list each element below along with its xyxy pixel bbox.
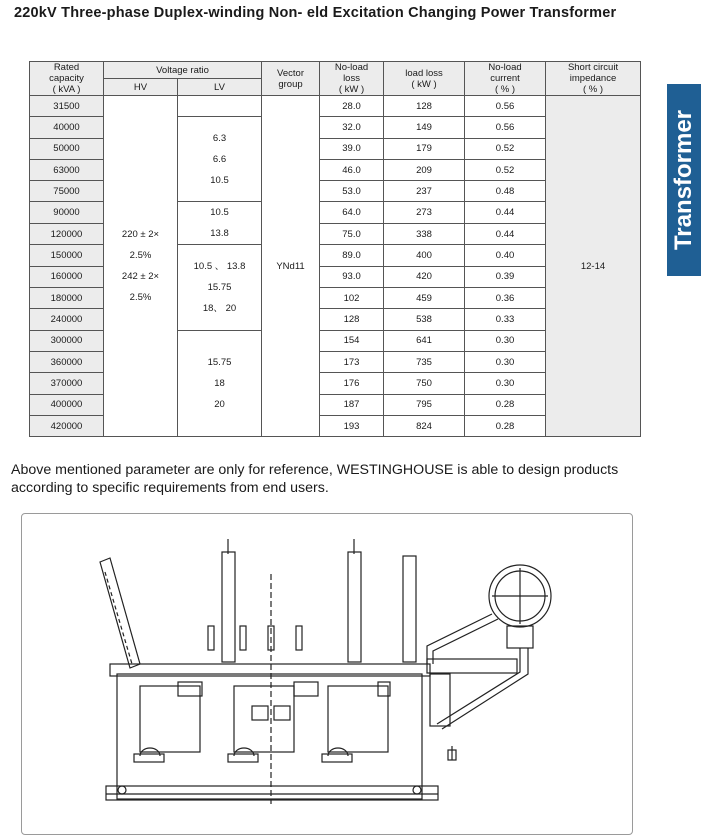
no-load-loss-cell: 89.0: [320, 245, 384, 266]
transformer-drawing: [21, 513, 633, 835]
no-load-current-cell: 0.48: [465, 181, 546, 202]
header-vector-group: Vector group: [262, 62, 320, 96]
header-no-load-current: No-load current ( % ): [465, 62, 546, 96]
no-load-current-cell: 0.40: [465, 245, 546, 266]
load-loss-cell: 128: [384, 96, 465, 117]
load-loss-cell: 209: [384, 159, 465, 180]
lv-voltage-cell: 6.3 6.6 10.5: [178, 117, 262, 202]
no-load-current-cell: 0.52: [465, 138, 546, 159]
lv-voltage-cell: 15.75 18 20: [178, 330, 262, 436]
reference-note: Above mentioned parameter are only for reference, WESTINGHOUSE is able to design products according to specific requirements from end users.: [11, 462, 619, 496]
capacity-cell: 180000: [30, 288, 104, 309]
header-hv: HV: [104, 79, 178, 96]
header-voltage-ratio: Voltage ratio: [104, 62, 262, 79]
load-loss-cell: 338: [384, 223, 465, 245]
no-load-loss-cell: 154: [320, 330, 384, 351]
impedance-cell: 12-14: [546, 96, 641, 437]
no-load-current-cell: 0.52: [465, 159, 546, 180]
load-loss-cell: 179: [384, 138, 465, 159]
no-load-current-cell: 0.39: [465, 266, 546, 287]
no-load-loss-cell: 64.0: [320, 202, 384, 224]
lv-voltage-cell: [178, 96, 262, 117]
no-load-loss-cell: 187: [320, 394, 384, 415]
table-row: [30, 96, 641, 117]
no-load-current-cell: 0.30: [465, 373, 546, 394]
capacity-cell: 40000: [30, 117, 104, 138]
no-load-loss-cell: 93.0: [320, 266, 384, 287]
no-load-loss-cell: 75.0: [320, 223, 384, 245]
section-tab-label: Transformer: [670, 109, 697, 251]
no-load-current-cell: 0.44: [465, 202, 546, 224]
load-loss-cell: 237: [384, 181, 465, 202]
load-loss-cell: 420: [384, 266, 465, 287]
no-load-current-cell: 0.30: [465, 330, 546, 351]
spec-table-wrapper: [29, 61, 641, 437]
no-load-current-cell: 0.33: [465, 309, 546, 330]
capacity-cell: 240000: [30, 309, 104, 330]
capacity-cell: 360000: [30, 351, 104, 372]
no-load-current-cell: 0.36: [465, 288, 546, 309]
capacity-cell: 300000: [30, 330, 104, 351]
vector-group-cell: YNd11: [262, 96, 320, 437]
no-load-current-cell: 0.30: [465, 351, 546, 372]
no-load-loss-cell: 46.0: [320, 159, 384, 180]
capacity-cell: 75000: [30, 181, 104, 202]
capacity-cell: 420000: [30, 415, 104, 436]
load-loss-cell: 149: [384, 117, 465, 138]
capacity-cell: 160000: [30, 266, 104, 287]
no-load-current-cell: 0.44: [465, 223, 546, 245]
no-load-loss-cell: 176: [320, 373, 384, 394]
load-loss-cell: 750: [384, 373, 465, 394]
no-load-loss-cell: 39.0: [320, 138, 384, 159]
load-loss-cell: 273: [384, 202, 465, 224]
load-loss-cell: 641: [384, 330, 465, 351]
capacity-cell: 400000: [30, 394, 104, 415]
no-load-loss-cell: 53.0: [320, 181, 384, 202]
load-loss-cell: 538: [384, 309, 465, 330]
header-lv: LV: [178, 79, 262, 96]
no-load-loss-cell: 32.0: [320, 117, 384, 138]
spec-table: [29, 61, 641, 437]
transformer-outline-drawing: [22, 514, 632, 834]
load-loss-cell: 824: [384, 415, 465, 436]
no-load-current-cell: 0.56: [465, 117, 546, 138]
no-load-current-cell: 0.28: [465, 415, 546, 436]
no-load-loss-cell: 28.0: [320, 96, 384, 117]
load-loss-cell: 459: [384, 288, 465, 309]
capacity-cell: 90000: [30, 202, 104, 224]
load-loss-cell: 735: [384, 351, 465, 372]
no-load-current-cell: 0.56: [465, 96, 546, 117]
hv-voltage-cell: 220 ± 2× 2.5% 242 ± 2× 2.5%: [104, 96, 178, 437]
capacity-cell: 150000: [30, 245, 104, 266]
header-capacity: Rated capacity ( kVA ): [30, 62, 104, 96]
no-load-loss-cell: 128: [320, 309, 384, 330]
load-loss-cell: 795: [384, 394, 465, 415]
header-no-load-loss: No-load loss ( kW ): [320, 62, 384, 96]
lv-voltage-cell: 10.5 、 13.8 15.75 18、 20: [178, 245, 262, 330]
no-load-loss-cell: 102: [320, 288, 384, 309]
spec-table-body: [30, 96, 641, 437]
capacity-cell: 63000: [30, 159, 104, 180]
capacity-cell: 120000: [30, 223, 104, 245]
no-load-current-cell: 0.28: [465, 394, 546, 415]
lv-voltage-cell: 10.5 13.8: [178, 202, 262, 245]
header-impedance: Short circuit impedance ( % ): [546, 62, 641, 96]
capacity-cell: 50000: [30, 138, 104, 159]
load-loss-cell: 400: [384, 245, 465, 266]
capacity-cell: 31500: [30, 96, 104, 117]
no-load-loss-cell: 193: [320, 415, 384, 436]
no-load-loss-cell: 173: [320, 351, 384, 372]
header-load-loss: load loss ( kW ): [384, 62, 465, 96]
capacity-cell: 370000: [30, 373, 104, 394]
page-title: 220kV Three-phase Duplex-winding Non- eld Excitation Changing Power Transformer: [14, 5, 617, 21]
section-tab: [667, 84, 701, 276]
